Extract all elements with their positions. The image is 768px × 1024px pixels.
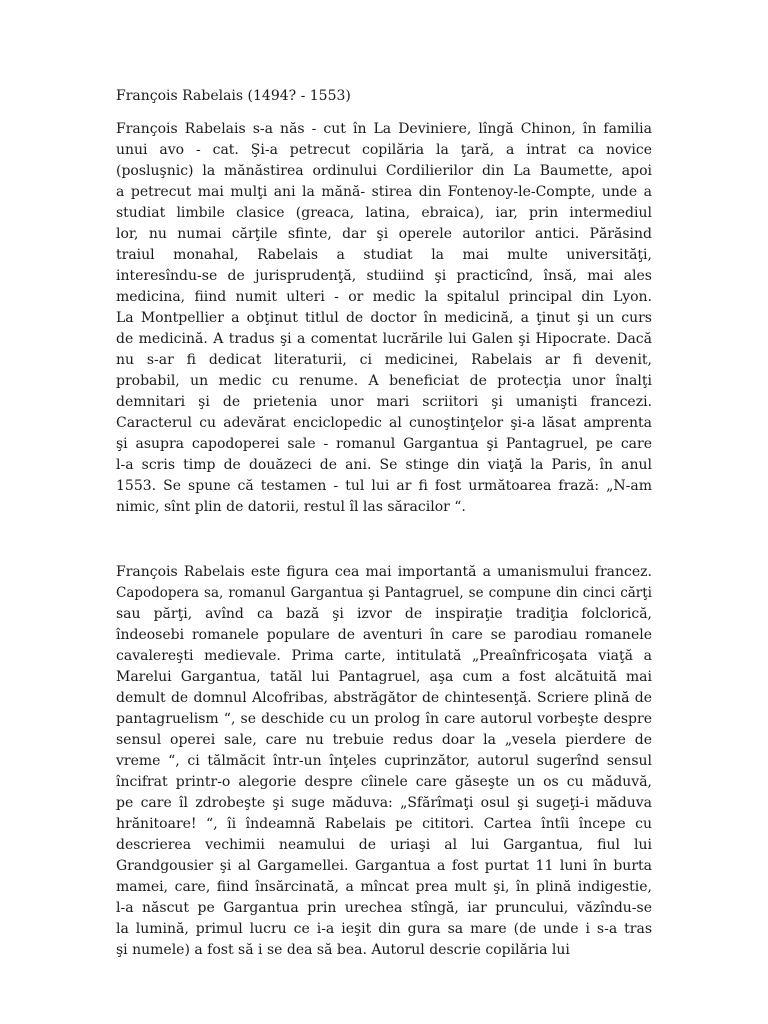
text-line: 1553. Se spune că testamen - tul lui ar fi fost următoarea frază: „N-am (116, 478, 652, 494)
text-line: vreme “, ci tălmăcit într-un înţeles cuprinzător, autorul sugerînd sensul (116, 753, 652, 769)
text-line: hrănitoare! “, îi îndeamnă Rabelais pe cititori. Cartea întîi începe cu (116, 816, 652, 832)
text-line: Marelui Gargantua, tatăl lui Pantagruel, aşa cum a fost alcătuită mai (116, 669, 652, 685)
text-line: pe care îl zdrobeşte şi suge măduva: „Sfărîmaţi osul şi sugeţi-i măduva (116, 795, 652, 811)
paragraph-biography (116, 119, 652, 518)
text-line: studiat limbile clasice (greaca, latina, ebraica), iar, prin intermediul (116, 205, 652, 221)
text-line: a petrecut mai mulţi ani la mănă- stirea din Fontenoy-le-Compte, unde a (116, 184, 652, 200)
text-line: François Rabelais s-a năs - cut în La Deviniere, lîngă Chinon, în familia (116, 121, 652, 137)
text-line: François Rabelais este figura cea mai importantă a umanismului francez. (116, 564, 652, 580)
text-line: lor, nu numai cărţile sfinte, dar şi operele autorilor antici. Părăsind (116, 226, 652, 242)
text-line: medicina, fiind numit ulteri - or medic la spitalul principal din Lyon. (116, 289, 652, 305)
text-line: mamei, care, fiind însărcinată, a mîncat prea mult şi, în plină indigestie, (116, 879, 652, 895)
text-line: Grandgousier şi al Gargamellei. Gargantua a fost purtat 11 luni în burta (116, 858, 652, 874)
paragraph-work (116, 562, 652, 961)
text-line: la lumină, primul lucru ce i-a ieşit din gura sa mare (de unde i s-a tras (116, 921, 652, 937)
text-line: încifrat printr-o alegorie despre cîinele care găseşte un os cu măduvă, (116, 774, 652, 790)
text-line: probabil, un medic cu renume. A beneficiat de protecţia unor înalţi (116, 373, 652, 389)
text-line: cavalereşti medievale. Prima carte, intitulată „Preaînfricoşata viaţă a (116, 648, 652, 664)
text-line: nu s-ar fi dedicat literaturii, ci medicinei, Rabelais ar fi devenit, (116, 352, 652, 368)
text-line: traiul monahal, Rabelais a studiat la mai multe universităţi, (116, 247, 652, 263)
text-line: nimic, sînt plin de datorii, restul îl las săracilor “. (116, 499, 466, 515)
text-line: de medicină. A tradus şi a comentat lucrările lui Galen şi Hipocrate. Dacă (116, 331, 652, 347)
text-line: descrierea vechimii neamului de uriaşi al lui Gargantua, fiul lui (116, 837, 652, 853)
text-line: sau părţi, avînd ca bază şi izvor de inspiraţie tradiţia folclorică, (116, 606, 652, 622)
text-line: sensul operei sale, care nu trebuie redus doar la „vesela pierdere de (116, 732, 652, 748)
text-line: pantagruelism “, se deschide cu un prolog în care autorul vorbeşte despre (116, 711, 652, 727)
text-line: l-a născut pe Gargantua prin urechea stîngă, iar pruncului, văzîndu-se (116, 900, 652, 916)
text-line: (posluşnic) la mănăstirea ordinului Cordilierilor din La Baumette, apoi (116, 163, 652, 179)
paragraph-spacer (116, 518, 652, 562)
text-line: unui avo - cat. Şi-a petrecut copilăria la ţară, a intrat ca novice (116, 142, 652, 158)
text-line: şi asupra capodoperei sale - romanul Gargantua şi Pantagruel, pe care (116, 436, 652, 452)
text-line: îndeosebi romanele populare de aventuri în care se parodiau romanele (116, 627, 652, 643)
document-title: François Rabelais (1494? - 1553) (116, 88, 351, 104)
text-line: şi numele) a fost să i se dea să bea. Autorul descrie copilăria lui (116, 942, 570, 958)
text-line: demult de domnul Alcofribas, abstrăgător de chintesenţă. Scriere plină de (116, 690, 652, 706)
text-line: l-a scris timp de douăzeci de ani. Se stinge din viaţă la Paris, în anul (116, 457, 652, 473)
text-line: Caracterul cu adevărat enciclopedic al cunoştinţelor şi-a lăsat amprenta (116, 415, 652, 431)
text-line: demnitari şi de prietenia unor mari scriitori şi umanişti francezi. (116, 394, 652, 410)
text-line: interesîndu-se de jurisprudenţă, studiind şi practicînd, însă, mai ales (116, 268, 652, 284)
text-line: La Montpellier a obţinut titlul de doctor în medicină, a ţinut şi un curs (116, 310, 652, 326)
document-page (116, 86, 652, 961)
text-line: Capodopera sa, romanul Gargantua şi Pantagruel, se compune din cinci cărţi (116, 585, 652, 601)
